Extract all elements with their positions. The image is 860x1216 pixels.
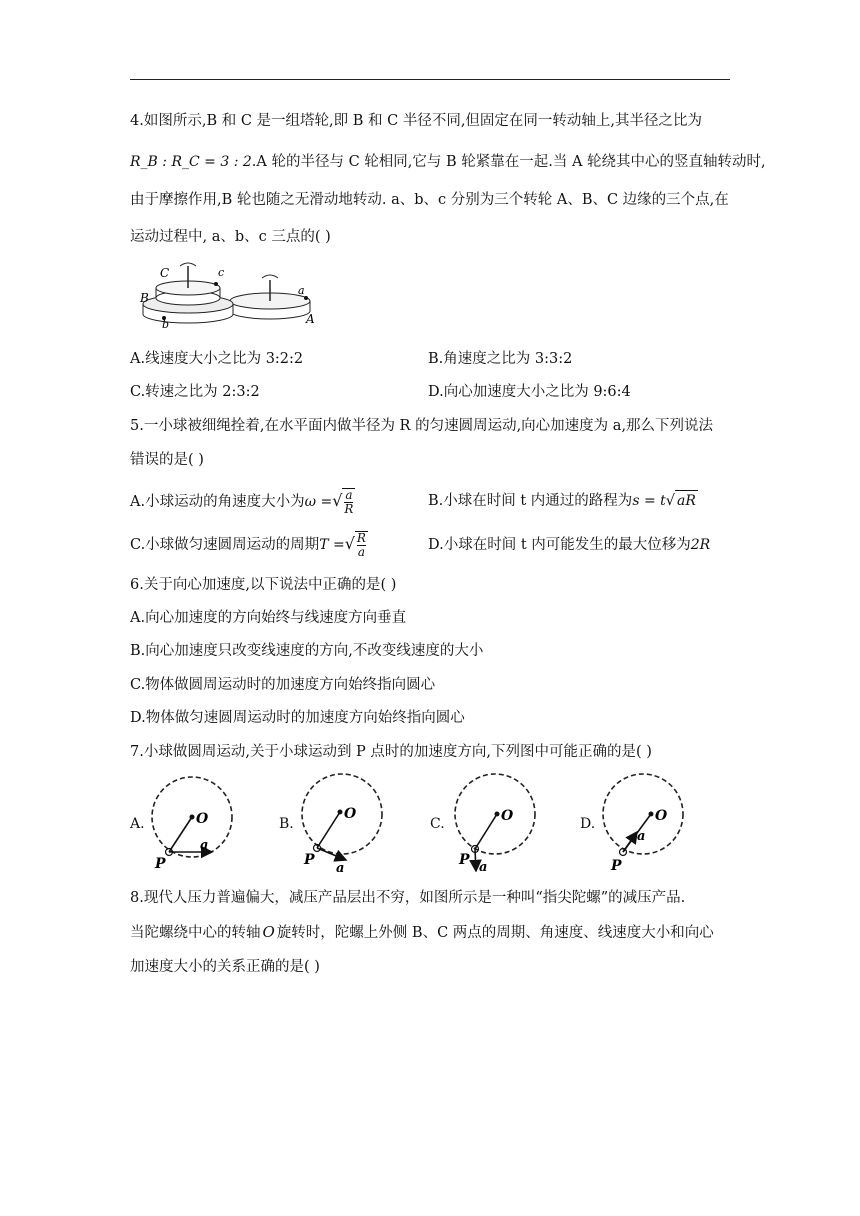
q4-option-b: B.角速度之比为 3:3:2 <box>428 351 573 367</box>
q5-option-c-text: C.小球做匀速圆周运动的周期 <box>130 537 320 553</box>
q5-option-b-text: B.小球在时间 t 内通过的路程为 <box>428 493 633 509</box>
q5-line2: 错误的是( ) <box>130 452 204 468</box>
q4-line4: 运动过程中, a、b、c 三点的( ) <box>130 229 331 245</box>
q5-option-a: A.小球运动的角速度大小为ω =√ $\frac{a}{R}$ <box>130 488 354 516</box>
q4-line2 <box>130 152 766 172</box>
q5-option-c-num: R <box>356 531 366 545</box>
q4-ratio: R_B : R_C = 3 : 2 <box>130 154 252 170</box>
q7c-center-label: O <box>501 808 514 824</box>
q7-figure-d <box>595 772 695 872</box>
q7c-accel-label: a <box>479 860 488 872</box>
q8-line3: 加速度大小的关系正确的是( ) <box>130 959 320 975</box>
q7a-accel-label: a <box>200 838 209 853</box>
q6-option-d: D.物体做匀速圆周运动时的加速度方向始终指向圆心 <box>130 710 465 726</box>
q7b-accel-label: a <box>336 861 345 872</box>
q7c-point-label: P <box>459 852 470 868</box>
q7d-point-label: P <box>611 858 622 872</box>
q6-option-b: B.向心加速度只改变线速度的方向,不改变线速度的大小 <box>130 643 484 659</box>
q8-line2-b: 旋转时，陀螺上外侧 B、C 两点的周期、角速度、线速度大小和向心 <box>276 925 714 941</box>
q7-option-b-label: B. <box>279 816 294 832</box>
q5-option-a-num: a <box>345 488 353 502</box>
q7a-point-label: P <box>155 856 166 872</box>
fig-label-a: a <box>298 284 305 297</box>
q5-line1: 5.一小球被细绳拴着,在水平面内做半径为 R 的匀速圆周运动,向心加速度为 a,那么下列说法 <box>130 418 714 434</box>
q4-line3: 由于摩擦作用,B 轮也随之无滑动地转动. a、b、c 分别为三个转轮 A、B、C 边缘的三个点,在 <box>130 192 729 208</box>
q5-option-c-den: a <box>357 545 366 559</box>
q5-option-b-sqrt: aR <box>675 490 698 511</box>
q4-line2-rest: .A 轮的半径与 C 轮相同,它与 B 轮紧靠在一起.当 A 轮绕其中心的竖直轴转动时, <box>251 154 766 170</box>
q5-option-a-lhs: ω = <box>304 494 333 510</box>
q7a-center-label: O <box>196 811 209 827</box>
fig-label-B: B <box>140 291 149 305</box>
fig-label-b: b <box>162 318 170 331</box>
q7b-center-label: O <box>344 806 357 822</box>
q5-option-b-math: s = t <box>632 493 666 509</box>
q5-option-d <box>428 535 710 555</box>
q5-option-d-math: 2R <box>690 537 711 553</box>
q5-option-a-den: R <box>344 502 354 516</box>
q7d-center-label: O <box>655 808 668 824</box>
q5-option-c-lhs: T = <box>319 537 345 553</box>
q4-option-d: D.向心加速度大小之比为 9:6:4 <box>428 384 631 400</box>
q5-option-a-text: A.小球运动的角速度大小为 <box>130 494 305 510</box>
q8-axis-O: O <box>262 923 275 941</box>
q4-option-a: A.线速度大小之比为 3:2:2 <box>130 351 304 367</box>
q7-option-d-label: D. <box>580 816 596 832</box>
q7-option-a-label: A. <box>130 816 145 832</box>
q7-figure-a <box>140 772 240 872</box>
q4-tower-wheel-figure <box>138 258 328 332</box>
fig-label-c: c <box>218 266 225 279</box>
fig-label-C: C <box>160 266 170 280</box>
q7b-point-label: P <box>304 852 315 868</box>
q8-line2-a: 当陀螺绕中心的转轴 <box>130 925 261 941</box>
q6-option-c: C.物体做圆周运动时的加速度方向始终指向圆心 <box>130 677 436 693</box>
header-rule <box>130 79 730 80</box>
q7-figure-b <box>292 772 392 872</box>
q6-option-a: A.向心加速度的方向始终与线速度方向垂直 <box>130 610 407 626</box>
q4-option-c: C.转速之比为 2:3:2 <box>130 384 260 400</box>
q7d-accel-label: a <box>637 829 646 844</box>
q7-stem: 7.小球做圆周运动,关于小球运动到 P 点时的加速度方向,下列图中可能正确的是( ) <box>130 744 652 760</box>
fig-label-A: A <box>306 312 315 326</box>
q8-line1: 8.现代人压力普遍偏大，减压产品层出不穷，如图所示是一种叫“指尖陀螺”的减压产品. <box>130 890 686 906</box>
q7-option-c-label: C. <box>430 816 445 832</box>
q4-line1: 4.如图所示,B 和 C 是一组塔轮,即 B 和 C 半径不同,但固定在同一转动轴上,其半径之比为 <box>130 113 703 129</box>
q6-stem: 6.关于向心加速度,以下说法中正确的是( ) <box>130 577 397 593</box>
q8-line2 <box>130 922 714 943</box>
q5-option-b: B.小球在时间 t 内通过的路程为s = t√ aR <box>428 490 698 511</box>
q5-option-c: C.小球做匀速圆周运动的周期T =√ $\frac{R}{a}$ <box>130 531 366 559</box>
q7-figure-c <box>447 772 547 872</box>
q5-option-d-text: D.小球在时间 t 内可能发生的最大位移为 <box>428 537 691 553</box>
